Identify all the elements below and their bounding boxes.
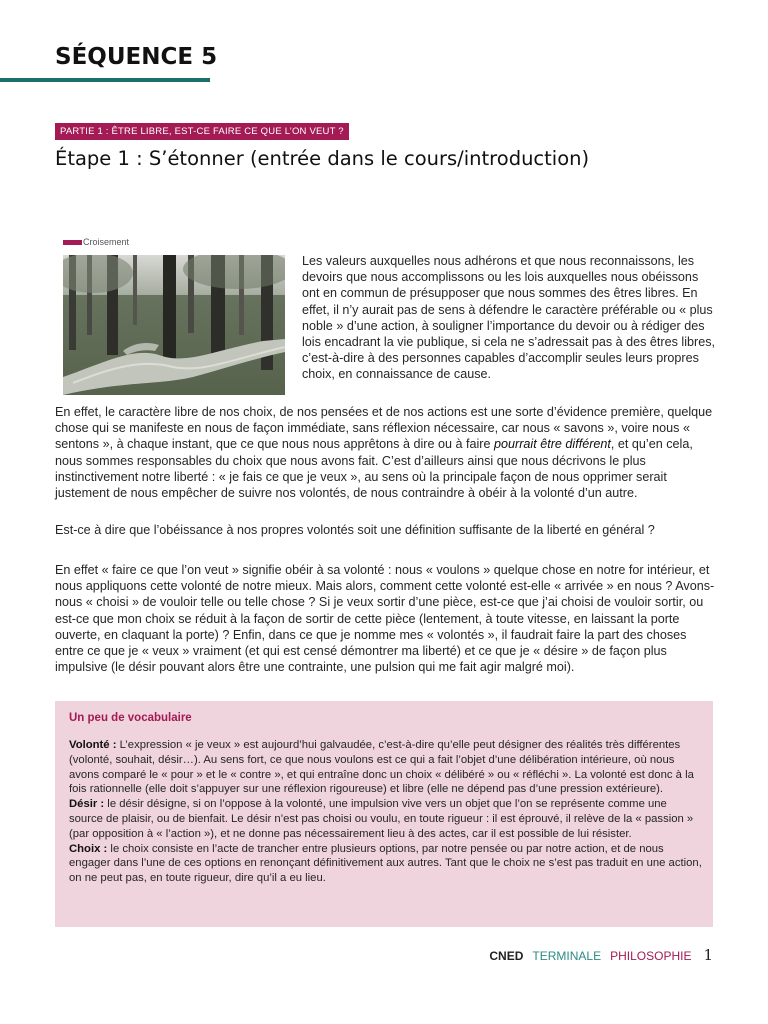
footer-cned: CNED (489, 949, 524, 963)
vocabulary-title: Un peu de vocabulaire (69, 712, 192, 724)
paragraph-3: En effet « faire ce que l’on veut » signifie obéir à sa volonté : nous « voulons » quelque chose en notre for intérieur, et nous appliquons cette volonté de notre mieux. Mais alors, comment cette volonté est-elle « arrivée » en nous ? Avons-nous « choisi » de vouloir telle ou telle chose ? Si je veux sortir d’une pièce, est-ce que j’ai choisi de vouloir sortir, ou est-ce que mon choix se réduit à la façon de sortir de cette pièce (lentement, à toute vitesse, en laissant la porte ouverte, en claquant la porte) ? Enfin, dans ce que je nomme mes « volontés », il faudrait faire la part des choses entre ce que je « veux » vraiment (et qui est censé démontrer ma liberté) et ce que je « désire » de façon plus impulsive (le désir pouvant alors être une contrainte, une pulsion qui me fait agir malgré moi). (55, 563, 715, 675)
caption-marker (63, 240, 82, 245)
definition-volonte (69, 738, 703, 797)
sequence-title: SÉQUENCE 5 (55, 44, 218, 70)
footer-level: TERMINALE (532, 949, 602, 963)
paragraph-1 (55, 404, 715, 501)
part-badge: PARTIE 1 : ÊTRE LIBRE, EST-CE FAIRE CE QUE L’ON VEUT ? (55, 123, 349, 140)
intro-paragraph: Les valeurs auxquelles nous adhérons et que nous reconnaissons, les devoirs que nous accomplissons ou les lois auxquelles nous obéissons ont en commun de présupposer que nous sommes des êtres libres. En effet, il n’y aurait pas de sens à défendre le caractère préférable ou « plus noble » d’une action, à souligner l’importance du devoir ou à rédiger des lois encadrant la vie publique, si cela ne s’adressait pas à des êtres libres, c’est-à-dire à des personnes capables d’accomplir seules leurs propres choix, en connaissance de cause. (302, 254, 716, 382)
title-underline (0, 78, 210, 82)
step-title: Étape 1 : S’étonner (entrée dans le cours/introduction) (55, 147, 590, 170)
definition-choix (69, 842, 703, 886)
paragraph-1-emphasis: pourrait être différent (494, 437, 611, 452)
term-volonte: Volonté : (69, 739, 117, 751)
paragraph-2: Est-ce à dire que l’obéissance à nos propres volontés soit une définition suffisante de la liberté en général ? (55, 523, 655, 537)
def-desir: le désir désigne, si on l’oppose à la volonté, une impulsion vive vers un objet que l’on se représente comme une source de plaisir, ou de bienfait. Le désir n’est pas choisi ou voulu, en toute rigueur : il est éprouvé, il relève de la « passion » (par opposition à « l’action »), et ne donne pas nécessairement lieu à des actes, car il est possible de lui résister. (69, 798, 694, 840)
vocabulary-body (69, 738, 703, 886)
figure-caption (63, 237, 129, 247)
term-choix: Choix : (69, 842, 108, 855)
term-desir: Désir : (69, 798, 105, 811)
footer-subject: PHILOSOPHIE (610, 949, 692, 963)
definition-desir (69, 797, 703, 841)
page-number: 1 (703, 946, 713, 964)
page-footer (480, 946, 713, 964)
def-volonte: L’expression « je veux » est aujourd’hui galvaudée, c’est-à-dire qu’elle peut désigner des réalités très différentes (volonté, souhait, désir…). Au sens fort, ce que nous voulons est ce qui a fait l’objet d’une délibération intérieure, où nous avons comparé le « pour » et le « contre », et qui entraîne donc un choix « délibéré » ou « réfléchi ». La volonté est donc à la fois rationnelle (elle doit s’appuyer sur une réflexion rigoureuse) et libre (elle ne dépend pas d’une pression extérieure). (69, 739, 694, 796)
caption-text: Croisement (83, 237, 130, 247)
paragraph-1-end: , et qu’en cela, nous sommes responsables du choix que nous avons fait. C’est d’ailleurs ainsi que nous décrivons le plus instinctivement notre liberté : « je fais ce que je veux », au sens où la principale façon de nous opprimer serait justement de nous empêcher de suivre nos volontés, de nous contraindre à obéir à la volonté d’un autre. (55, 437, 693, 501)
forest-path-photo (63, 255, 285, 395)
def-choix: le choix consiste en l’acte de trancher entre plusieurs options, par notre pensée ou par notre action, et de nous engager dans l’une de ces options en renonçant définitivement aux autres. Tant que le choix ne s’est pas traduit en une action, on ne peut pas, en toute rigueur, dire qu’il a eu lieu. (69, 842, 702, 885)
paragraph-1-start: En effet, le caractère libre de nos choix, de nos pensées et de nos actions est une sorte d’évidence première, quelque chose qui se manifeste en nous de façon immédiate, sans réflexion nécessaire, car nous « savons », voire nous « sentons », à chaque instant, que ce que nous nous apprêtons à dire ou à faire (55, 405, 713, 452)
vocabulary-box (55, 701, 713, 927)
